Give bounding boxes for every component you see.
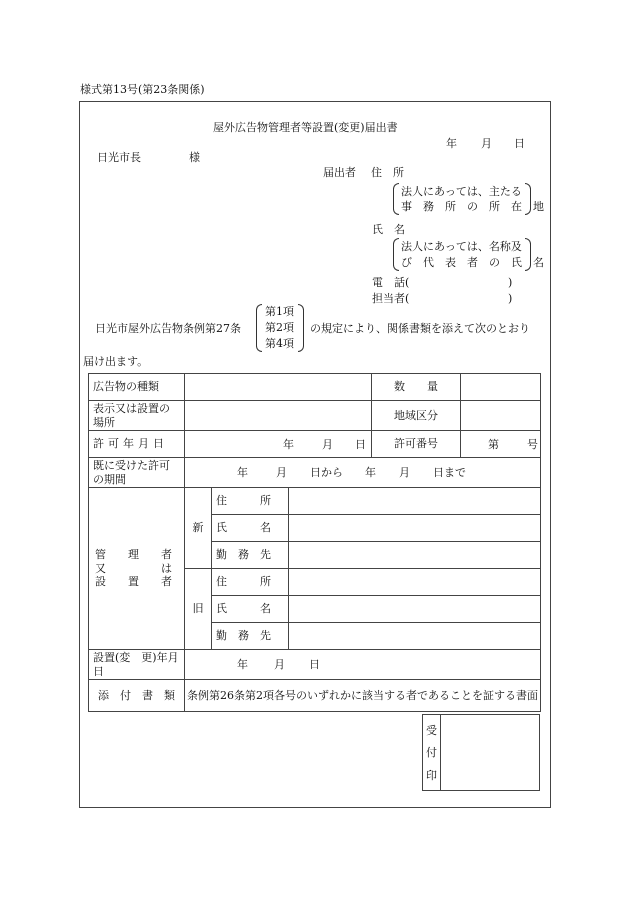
type-field[interactable] [185, 374, 372, 401]
type-label: 広告物の種類 [89, 374, 185, 401]
new-name-field[interactable] [289, 515, 541, 542]
body-prefix: 日光市屋外広告物条例第27条 [95, 322, 241, 335]
address-label: 住 所 [371, 166, 404, 179]
old-workplace-label: 勤 務 先 [212, 623, 289, 650]
attachment-label: 添 付 書 類 [89, 680, 185, 712]
new-name-label: 氏 名 [212, 515, 289, 542]
old-label: 旧 [185, 569, 212, 650]
clause-1: 第1項 [265, 305, 294, 318]
old-workplace-field[interactable] [289, 623, 541, 650]
honorific: 様 [189, 151, 200, 164]
new-workplace-label: 勤 務 先 [212, 542, 289, 569]
corp-name-note-1: 法人にあっては、名称及 [401, 240, 522, 253]
corp-address-note-2: 事 務 所 の 所 在 地 [401, 200, 544, 213]
corp-name-note-2: び 代 表 者 の 氏 名 [401, 256, 544, 269]
install-date-field[interactable]: 年 月 日 [185, 650, 541, 680]
quantity-field[interactable] [461, 374, 541, 401]
clause-3: 第4項 [265, 337, 294, 350]
application-table [88, 373, 541, 712]
install-date-label: 設置(変 更)年月日 [89, 650, 185, 680]
table-row [89, 401, 541, 431]
name-label: 氏 名 [372, 223, 405, 236]
new-workplace-field[interactable] [289, 542, 541, 569]
clause-2: 第2項 [265, 321, 294, 334]
contact-label: 担当者( [372, 292, 410, 305]
body-suffix: の規定により、関係書類を添えて次のとおり [310, 322, 530, 335]
permit-date-label: 許可年月日 [89, 431, 185, 458]
zone-field[interactable] [461, 401, 541, 431]
receipt-label: 受 付 印 [423, 715, 441, 790]
table-row [89, 458, 541, 488]
phone-label: 電 話( [372, 276, 410, 289]
table-row [89, 488, 541, 515]
table-row [89, 650, 541, 680]
manager-label: 管 理 者 又 は 設 置 者 [89, 488, 185, 650]
old-name-label: 氏 名 [212, 596, 289, 623]
clause-brace-left [256, 304, 262, 352]
body-line-2: 届け出ます。 [83, 355, 149, 368]
new-label: 新 [185, 488, 212, 569]
phone-close: ) [508, 276, 513, 289]
location-label: 表示又は設置の場所 [89, 401, 185, 431]
corp-address-brace-left [393, 183, 399, 215]
corp-address-note-1: 法人にあっては、主たる [401, 185, 522, 198]
period-label: 既に受けた許可の期間 [89, 458, 185, 488]
applicant-label: 届出者 [323, 166, 356, 179]
permit-no-field[interactable]: 第 号 [461, 431, 541, 458]
location-field[interactable] [185, 401, 372, 431]
form-title: 屋外広告物管理者等設置(変更)届出書 [213, 121, 398, 134]
corp-name-brace-left [393, 238, 399, 271]
attachment-value: 条例第26条第2項各号のいずれかに該当する者であることを証する書面 [185, 680, 541, 712]
old-name-field[interactable] [289, 596, 541, 623]
quantity-label: 数 量 [372, 374, 461, 401]
permit-date-field[interactable]: 年 月 日 [185, 431, 372, 458]
new-address-field[interactable] [289, 488, 541, 515]
old-address-label: 住 所 [212, 569, 289, 596]
table-row [89, 680, 541, 712]
clause-brace-right [298, 304, 304, 352]
old-address-field[interactable] [289, 569, 541, 596]
zone-label: 地域区分 [372, 401, 461, 431]
table-row [89, 431, 541, 458]
new-address-label: 住 所 [212, 488, 289, 515]
table-row [89, 374, 541, 401]
addressee: 日光市長 [97, 151, 141, 164]
period-field[interactable]: 年 月 日から 年 月 日まで [185, 458, 541, 488]
receipt-stamp-box [422, 714, 540, 791]
form-number: 様式第13号(第23条関係) [80, 83, 205, 96]
permit-no-label: 許可番号 [372, 431, 461, 458]
contact-close: ) [508, 292, 513, 305]
